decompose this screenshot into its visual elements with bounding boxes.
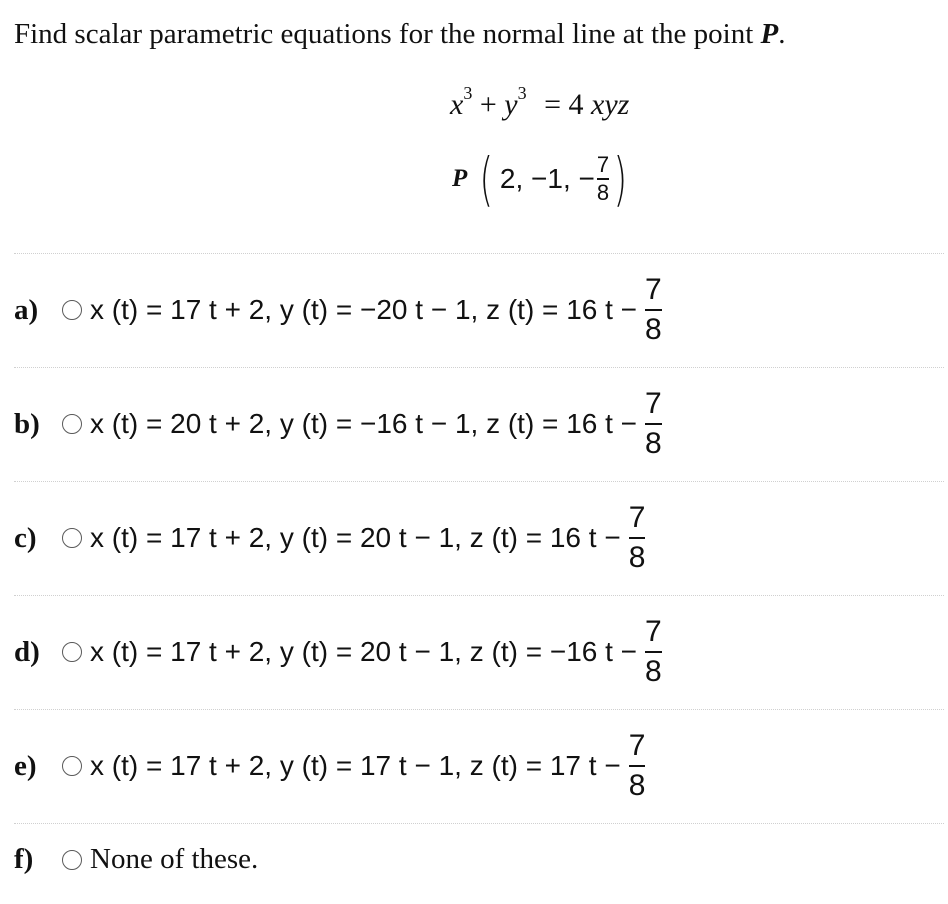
option-fraction	[645, 389, 662, 459]
option-text: x (t) = 17 t + 2, y (t) = −20 t − 1, z (t) = 16 t −	[90, 294, 638, 325]
divider	[14, 481, 944, 482]
option-d[interactable]	[14, 617, 934, 687]
divider	[14, 253, 944, 254]
option-letter: b)	[14, 407, 40, 440]
option-letter: f)	[14, 843, 34, 875]
eq-y: y	[504, 88, 518, 121]
option-a[interactable]	[14, 275, 934, 345]
option-letter: d)	[14, 635, 40, 668]
option-text: x (t) = 17 t + 2, y (t) = 17 t − 1, z (t) = 17 t −	[90, 750, 621, 781]
eq-equals: = 4	[544, 88, 584, 121]
option-f[interactable]	[14, 843, 934, 876]
option-fraction	[645, 275, 662, 345]
radio-button-a[interactable]	[62, 300, 82, 320]
eq-x-exponent: 3	[463, 83, 473, 103]
radio-button-f[interactable]	[62, 850, 82, 870]
fraction-denominator: 8	[628, 541, 646, 574]
fraction-numerator: 7	[645, 615, 662, 648]
close-paren: )	[613, 145, 628, 213]
surface-equation	[450, 83, 630, 122]
radio-button-e[interactable]	[62, 756, 82, 776]
fraction-denominator: 8	[645, 655, 662, 688]
eq-vars: xyz	[591, 88, 630, 121]
divider	[14, 709, 944, 710]
radio-button-c[interactable]	[62, 528, 82, 548]
fraction-denominator: 8	[645, 427, 662, 460]
point-coords: 2, −1, −	[499, 163, 595, 194]
point-z-fraction	[597, 154, 609, 204]
divider	[14, 595, 944, 596]
option-e[interactable]	[14, 731, 934, 801]
divider	[14, 823, 944, 824]
point-definition	[452, 145, 632, 213]
option-text: x (t) = 20 t + 2, y (t) = −16 t − 1, z (t) = 16 t −	[90, 408, 638, 439]
option-letter: a)	[14, 293, 39, 326]
option-fraction	[645, 617, 662, 687]
fraction-numerator: 7	[596, 152, 610, 177]
radio-button-d[interactable]	[62, 642, 82, 662]
open-paren: (	[479, 145, 494, 213]
point-label: P	[452, 165, 468, 192]
option-b[interactable]	[14, 389, 934, 459]
option-text: x (t) = 17 t + 2, y (t) = 20 t − 1, z (t) = 16 t −	[90, 522, 621, 553]
question-period: .	[778, 18, 786, 50]
fraction-numerator: 7	[628, 729, 646, 762]
fraction-denominator: 8	[645, 313, 662, 346]
option-text: None of these.	[90, 843, 259, 875]
eq-plus: +	[479, 88, 497, 121]
fraction-denominator: 8	[628, 769, 646, 802]
option-fraction	[629, 731, 646, 801]
eq-y-exponent: 3	[517, 83, 527, 103]
option-letter: c)	[14, 521, 37, 554]
option-fraction	[629, 503, 646, 573]
point-symbol: P	[760, 18, 779, 50]
fraction-denominator: 8	[596, 180, 610, 205]
option-c[interactable]	[14, 503, 934, 573]
radio-button-b[interactable]	[62, 414, 82, 434]
eq-x: x	[450, 88, 464, 121]
fraction-numerator: 7	[645, 273, 662, 306]
fraction-numerator: 7	[645, 387, 662, 420]
fraction-numerator: 7	[628, 501, 646, 534]
option-letter: e)	[14, 749, 37, 782]
divider	[14, 367, 944, 368]
question-text	[14, 14, 785, 54]
question-prompt: Find scalar parametric equations for the normal line at the point	[14, 18, 761, 50]
option-text: x (t) = 17 t + 2, y (t) = 20 t − 1, z (t) = −16 t −	[90, 636, 638, 667]
